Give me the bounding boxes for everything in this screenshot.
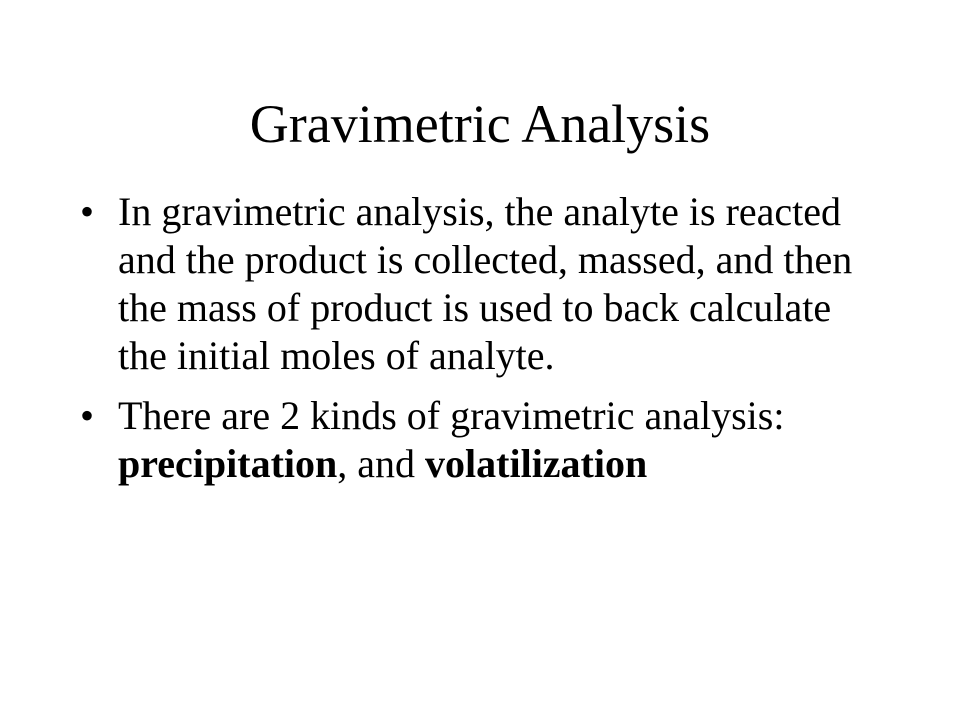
bullet-text-intro: There are 2 kinds of gravimetric analysis: [118, 393, 785, 438]
bullet-icon: • [80, 189, 95, 234]
term-precipitation: precipitation [118, 441, 338, 486]
bullet-item-kinds [80, 392, 860, 488]
bullet-icon: • [80, 393, 95, 438]
bullet-text-separator: , and [337, 441, 426, 486]
bullet-text: In gravimetric analysis, the analyte is reacted and the product is collected, massed, and then the mass of product is used to back calculate the initial moles of analyte. [118, 189, 853, 378]
bullet-item-definition [80, 188, 860, 380]
slide-title: Gravimetric Analysis [249, 94, 711, 154]
term-volatilization: volatilization [425, 441, 648, 486]
bullet-list [80, 188, 860, 488]
